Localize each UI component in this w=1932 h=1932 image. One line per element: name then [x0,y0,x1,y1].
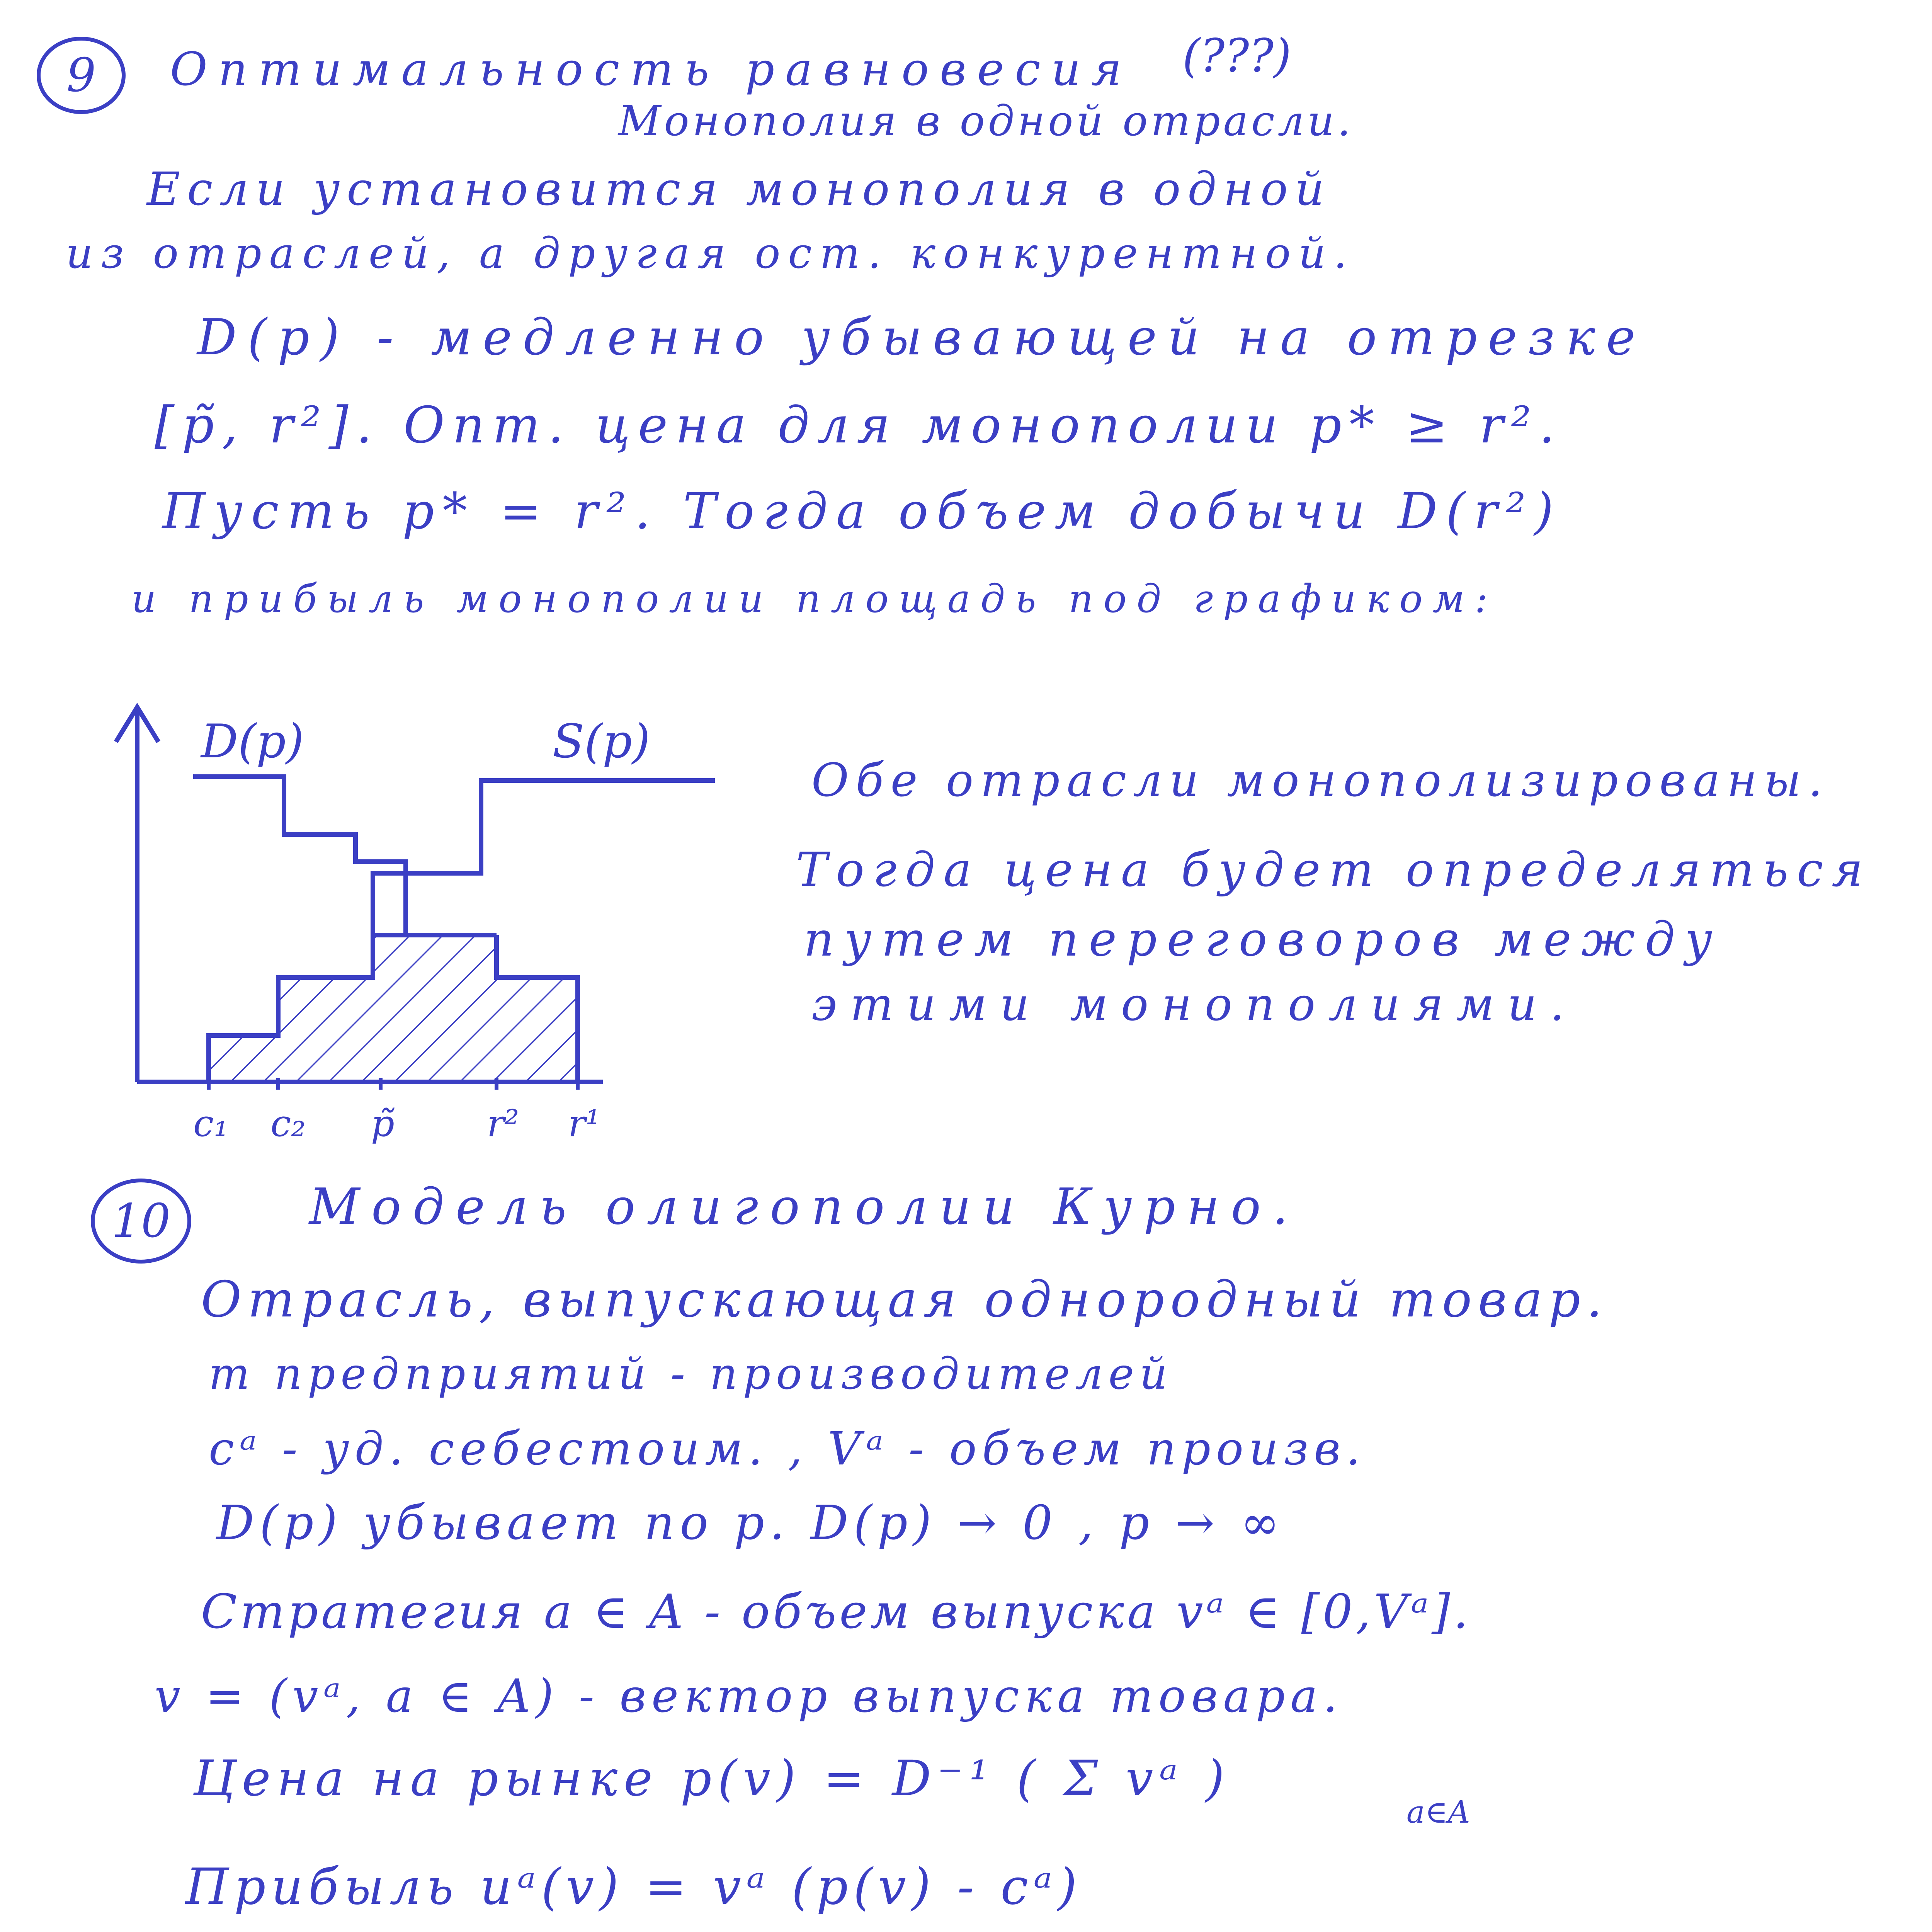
section-10-title: Модель олигополии Курно. [309,1178,1300,1236]
note-line-2: Тогда цена будет определяться [796,842,1872,897]
section-10-line-2: m предприятий - производителей [209,1349,1173,1399]
tick-label-c2: c₂ [270,1102,306,1145]
section-9-line-6: и прибыль монополии площадь под графиком: [131,576,1498,621]
section-10-line-7: Цена на рынке p(v) = D⁻¹ ( Σ vᵃ ) [193,1750,1231,1807]
section-10-line-8: Прибыль uᵃ(v) = vᵃ (p(v) - cᵃ) [185,1858,1082,1916]
note-line-3: путем переговоров между [804,912,1723,967]
note-line-1: Обе отрасли монополизированы. [811,753,1830,807]
section-10-line-5: Стратегия a ∈ A - объем выпуска vᵃ ∈ [0,Vᵃ]. [201,1584,1471,1639]
section-9-title-note: (???) [1182,29,1291,82]
section-10-line-6: v = (vᵃ, a ∈ A) - вектор выпуска товара. [155,1669,1343,1723]
tick-label-r1: r¹ [568,1102,600,1145]
section-9-subtitle: Монополия в одной отрасли. [618,97,1354,145]
section-9-line-4: [p̃, r²]. Опт. цена для монополии p* ≥ r². [155,396,1563,454]
supply-label: S(p) [553,715,650,769]
section-9-title: Оптимальность равновесия [170,43,1133,96]
section-9-line-2: из отраслей, а другая ост. конкурентной. [66,228,1355,278]
section-10-line-4: D(p) убывает по p. D(p) → 0 , p → ∞ [216,1495,1285,1550]
section-9-line-5: Пусть p* = r². Тогда объем добычи D(r²) [162,483,1562,540]
section-10-line-7-subscript: a∈A [1406,1794,1470,1830]
tick-label-r2: r² [487,1102,519,1145]
section-10-line-3: cᵃ - уд. себестоим. , Vᵃ - объем произв. [209,1422,1366,1475]
tick-label-p-tilde: p̃ [371,1102,395,1145]
section-10-line-1: Отрасль, выпускающая однородный товар. [201,1271,1609,1328]
section-9-line-1: Если установится монополия в одной [147,162,1331,216]
section-9-line-3: D(p) - медленно убывающей на отрезке [197,309,1646,366]
demand-label: D(p) [201,715,304,769]
section-10-number-circle [91,1179,191,1264]
section-9-number: 9 [66,48,96,102]
tick-label-c1: c₁ [193,1102,229,1145]
note-line-4: этими монополиями. [811,978,1578,1031]
section-10-number: 10 [111,1194,171,1248]
profit-area [209,935,578,1082]
